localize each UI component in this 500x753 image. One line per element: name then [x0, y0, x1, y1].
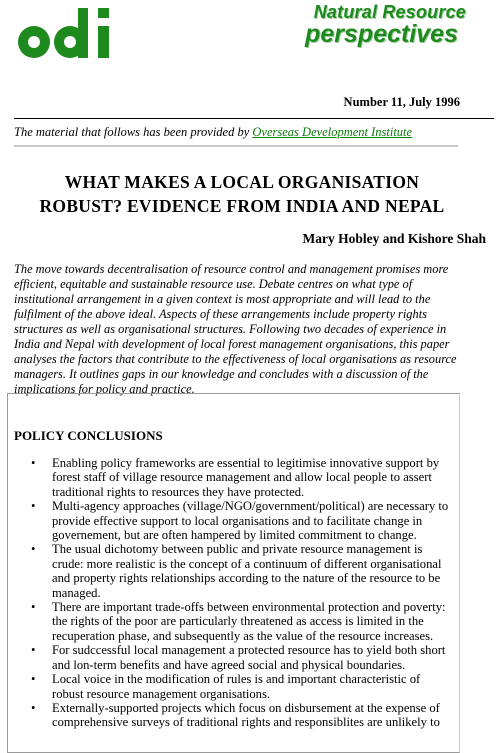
policy-heading: POLICY CONCLUSIONS [14, 428, 163, 443]
bullet-icon: • [31, 542, 36, 557]
list-item [14, 643, 454, 672]
series-title-line1: Natural Resource [313, 2, 466, 22]
list-item-text: Multi-agency approaches (village/NGO/government/political) are necessary to provide effective support to local organisations and to facilitate change in governement, but are often hampered by limited commitment to change. [52, 499, 449, 543]
authors: Mary Hobley and Kishore Shah [302, 231, 486, 246]
list-item-text: The usual dichotomy between public and private resource management is crude: more realistic is the concept of a continuum of different organisational and property rights relationships according to the nature of the resource to be managed. [52, 542, 442, 600]
title-line-1: WHAT MAKES A LOCAL ORGANISATION [64, 172, 420, 192]
title-line-2: ROBUST? EVIDENCE FROM INDIA AND NEPAL [39, 196, 445, 216]
policy-list [14, 456, 454, 730]
bullet-icon: • [31, 672, 36, 687]
abstract: The move towards decentralisation of resource control and management promises more efficient, equitable and sustainable resource use. Debate centres on what type of institutional arrangement in a given context is most appropriate and will lead to the fulfilment of the above ideal. Aspects of these arrangements include property rights structures as well as organisational structures. Following two decades of experience in India and Nepal with development of local forest management organisations, this paper analyses the factors that contribute to the effectiveness of local organisations as resource managers. It outlines gaps in our knowledge and concludes with a discussion of the implications for policy and practice. [14, 262, 457, 396]
bullet-icon: • [31, 700, 36, 715]
list-item [14, 600, 454, 643]
list-item [14, 499, 454, 542]
odi-link[interactable]: Overseas Development Institute [252, 125, 413, 139]
list-item-text: Enabling policy frameworks are essential to legitimise innovative support by forest staff of village resource management and allow local people to assert traditional rights to resources they have protected. [52, 456, 440, 499]
list-item [14, 672, 454, 701]
list-item-text: Externally-supported projects which focus on disbursement at the expense of comprehensive surveys of traditional rights and responsiblites are unlikely to [52, 700, 440, 730]
list-item-text: Local voice in the modification of rules is and important characteristic of robust resource management organisations. [52, 672, 421, 701]
series-title-line2: perspectives [305, 20, 458, 48]
article-title [0, 170, 484, 218]
odi-logo [12, 6, 132, 66]
issue-number: Number 11, July 1996 [343, 95, 460, 109]
bullet-icon: • [31, 643, 36, 658]
list-item-text: For sudccessful local management a protected resource has to yield both short and lon-term benefits and have agreed social and physical boundaries. [52, 643, 446, 672]
bullet-icon: • [31, 499, 36, 514]
list-item [14, 542, 454, 600]
top-divider [14, 118, 494, 119]
list-item-text: There are important trade-offs between environmental protection and poverty: the rights of the poor are particularly threatened as access is limited in the recuperation phase, and subsequently as the value of the resource increases. [52, 600, 446, 643]
provided-by-text: The material that follows has been provided by [14, 125, 253, 139]
section-divider [14, 145, 458, 147]
provided-by-line [14, 125, 412, 140]
bullet-icon: • [31, 600, 36, 615]
bullet-icon: • [31, 456, 36, 470]
list-item [14, 701, 454, 730]
list-item [14, 456, 454, 499]
